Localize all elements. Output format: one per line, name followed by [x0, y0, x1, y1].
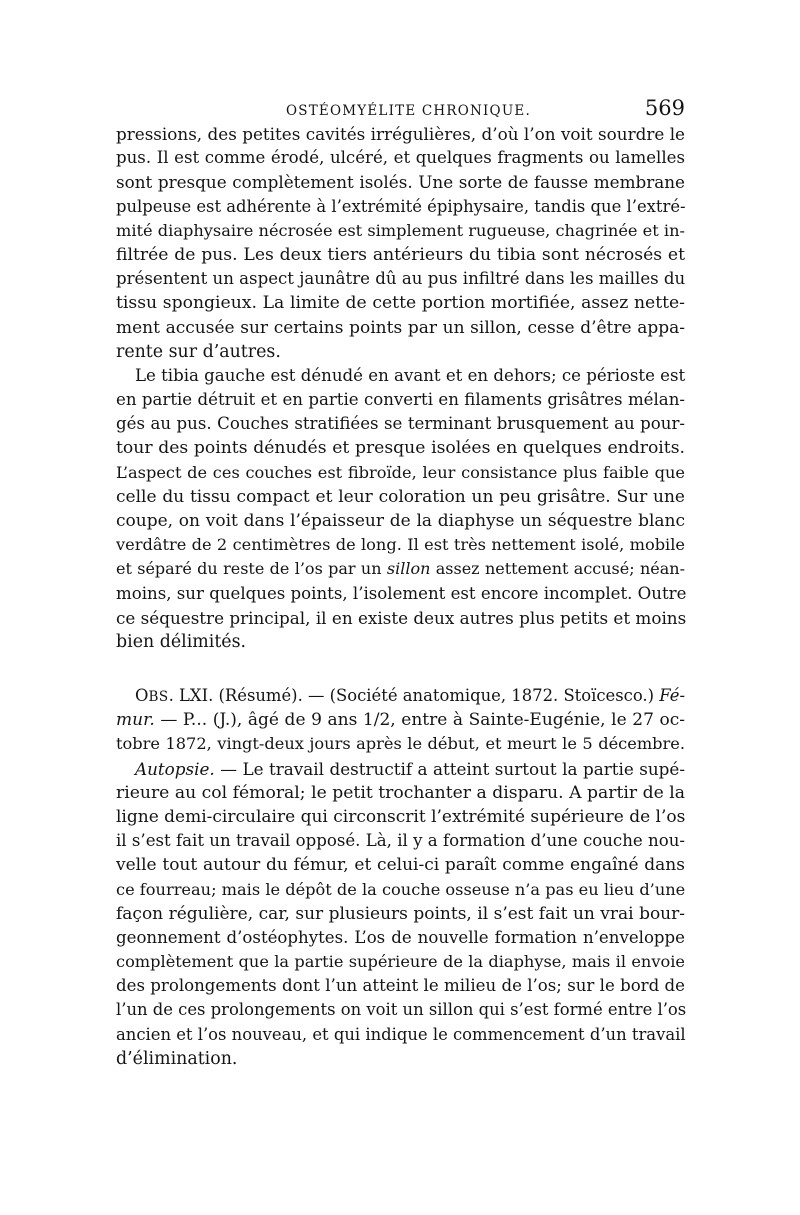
text-line: façon régulière, car, sur plusieurs points, il s’est fait un vrai bour-: [116, 903, 685, 924]
text-line: ce fourreau; mais le dépôt de la couche osseuse n’a pas eu lieu d’une: [116, 879, 686, 899]
text-line: rente sur d’autres.: [116, 341, 281, 362]
text-line: filtrée de pus. Les deux tiers antérieurs du tibia sont nécrosés et: [116, 244, 685, 265]
text-line: geonnement d’ostéophytes. L’os de nouvelle formation n’enveloppe: [116, 927, 685, 947]
body-text-top: [116, 122, 685, 654]
observation-lxi: [116, 684, 685, 1071]
obs-label-small-caps: BS: [148, 689, 169, 705]
paragraph-tibia-gauche: [116, 364, 685, 654]
text-line: tour des points dénudés et presque isolées en quelques endroits.: [116, 438, 685, 459]
text-line: verdâtre de 2 centimètres de long. Il est très nettement isolé, mobile: [116, 535, 685, 555]
italic-term: Fé-: [659, 686, 685, 705]
paragraph-continued: [116, 122, 685, 364]
text-line: tobre 1872, vingt-deux jours après le début, et meurt le 5 décembre.: [116, 734, 685, 754]
text-line: tissu spongieux. La limite de cette portion mortifiée, assez nette-: [116, 293, 685, 314]
text-line: d’élimination.: [116, 1048, 238, 1069]
text-line: [116, 708, 685, 732]
text-line: gés au pus. Couches stratifiées se terminant brusquement au pour-: [116, 414, 685, 434]
text-line: coupe, on voit dans l’épaisseur de la diaphyse un séquestre blanc: [116, 511, 685, 531]
italic-heading: Autopsie.: [135, 758, 215, 779]
text-line: [116, 757, 685, 781]
obs-label-initial: O: [135, 686, 149, 705]
text-line: ligne demi-circulaire qui circonscrit l’extrémité supérieure de l’os: [116, 806, 686, 827]
text-line: sont presque complètement isolés. Une sorte de fausse membrane: [116, 172, 685, 193]
text-line: en partie détruit et en partie converti en filaments grisâtres mélan-: [116, 390, 685, 410]
text-line: Le tibia gauche est dénudé en avant et en dehors; ce périoste est: [135, 365, 686, 385]
text-line: L’aspect de ces couches est fibroïde, leur consistance plus faible que: [116, 462, 685, 482]
text-line: celle du tissu compact et leur coloration un peu grisâtre. Sur une: [116, 486, 685, 507]
text-run: et séparé du reste de l’os par un: [116, 559, 387, 579]
text-run: assez nettement accusé; néan-: [430, 559, 686, 579]
text-line: pressions, des petites cavités irrégulières, d’où l’on voit sourdre le: [116, 124, 685, 144]
text-line: l’un de ces prolongements on voit un sillon qui s’est formé entre l’os: [116, 1000, 687, 1020]
text-line: bien délimités.: [116, 631, 247, 652]
italic-term: mur.: [116, 710, 155, 731]
text-run: . LXI. (Résumé). — (Société anatomique, 1872. Stoïcesco.): [168, 686, 660, 705]
text-line: rieure au col fémoral; le petit trochanter a disparu. A partir de la: [116, 782, 685, 803]
text-line: pus. Il est comme érodé, ulcéré, et quelques fragments ou lamelles: [116, 148, 685, 168]
text-line: [116, 684, 685, 708]
page-number: 569: [644, 96, 685, 120]
italic-term: sillon: [386, 559, 431, 579]
text-run: — Le travail destructif a atteint surtout la partie supé-: [214, 758, 685, 779]
text-line: complètement que la partie supérieure de la diaphyse, mais il envoie: [116, 952, 685, 972]
text-line: ce séquestre principal, il en existe deux autres plus petits et moins: [116, 607, 687, 628]
text-line: pulpeuse est adhérente à l’extrémité épiphysaire, tandis que l’extré-: [116, 196, 686, 216]
text-line: ment accusée sur certains points par un sillon, cesse d’être appa-: [116, 317, 685, 338]
text-line: [116, 557, 685, 581]
text-run: — P... (J.), âgé de 9 ans 1/2, entre à Sainte-Eugénie, le 27 oc-: [154, 710, 685, 731]
text-line: mité diaphysaire nécrosée est simplement rugueuse, chagrinée et in-: [116, 220, 685, 240]
text-line: velle tout autour du fémur, et celui-ci paraît comme engaîné dans: [116, 855, 685, 876]
text-line: présentent un aspect jaunâtre dû au pus infiltré dans les mailles du: [116, 269, 686, 289]
text-line: moins, sur quelques points, l’isolement est encore incomplet. Outre: [116, 583, 687, 603]
text-line: des prolongements dont l’un atteint le milieu de l’os; sur le bord de: [116, 976, 685, 996]
text-line: il s’est fait un travail opposé. Là, il y a formation d’une couche nou-: [116, 831, 685, 851]
text-line: ancien et l’os nouveau, et qui indique le commencement d’un travail: [116, 1024, 686, 1044]
running-title: OSTÉOMYÉLITE CHRONIQUE.: [286, 103, 531, 119]
